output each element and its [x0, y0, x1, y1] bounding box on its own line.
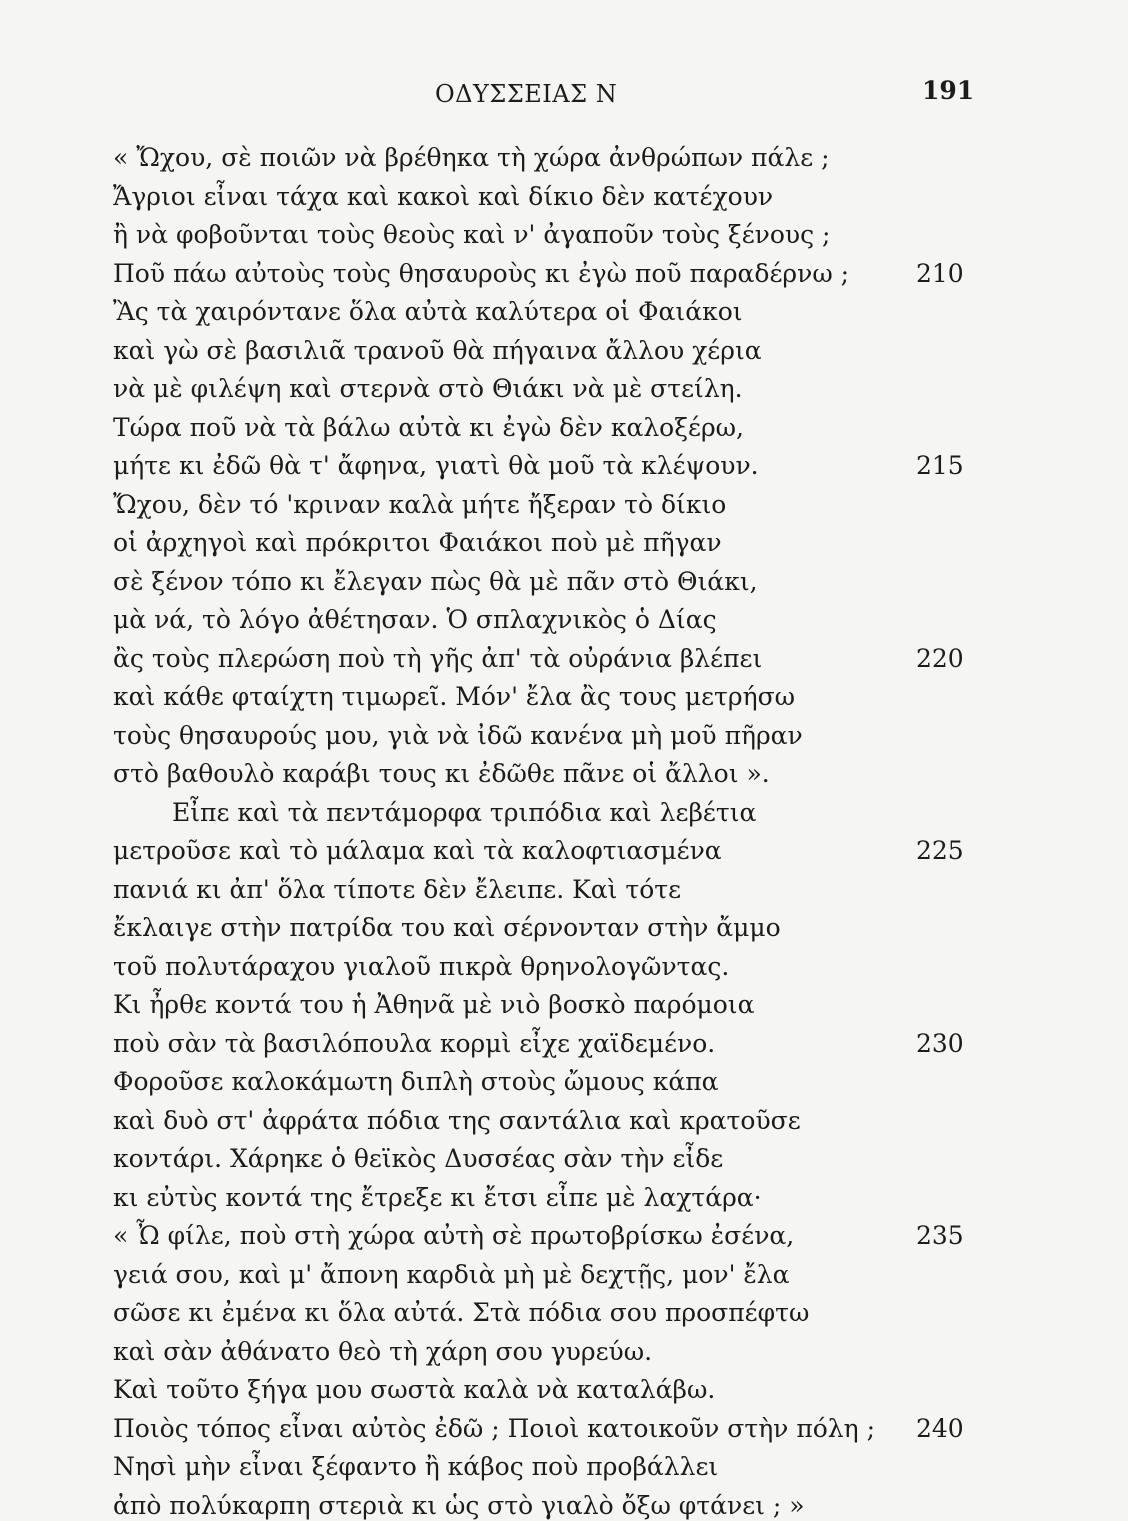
verse-line: Ἂς τὰ χαιρόντανε ὅλα αὐτὰ καλύτερα οἱ Φαιάκοι — [113, 297, 743, 326]
verse-line: σὲ ξένον τόπο κι ἔλεγαν πὼς θὰ μὲ πᾶν στὸ Θιάκι, — [113, 566, 758, 596]
verse-line: Ποιὸς τόπος εἶναι αὐτὸς ἐδῶ ; Ποιοὶ κατοικοῦν στὴν πόλη ; — [113, 1413, 875, 1443]
verse-line: ἔκλαιγε στὴν πατρίδα του καὶ σέρνονταν στὴν ἄμμο — [113, 913, 781, 942]
verse-line: Ποῦ πάω αὐτοὺς τοὺς θησαυροὺς κι ἐγὼ ποῦ παραδέρνω ; — [113, 258, 850, 288]
page-number: 191 — [922, 76, 975, 105]
verse-line: Νησὶ μὴν εἶναι ξέφαντο ἢ κάβος ποὺ προβάλλει — [113, 1452, 719, 1481]
verse-line: ἢ νὰ φοβοῦνται τοὺς θεοὺς καὶ ν' ἀγαποῦν τοὺς ξένους ; — [113, 220, 831, 249]
verse-line: τοῦ πολυτάραχου γιαλοῦ πικρὰ θρηνολογῶντας. — [113, 951, 730, 981]
verse-line: ποὺ σὰν τὰ βασιλόπουλα κορμὶ εἶχε χαϊδεμένο. — [113, 1028, 716, 1058]
verse-line: Τώρα ποῦ νὰ τὰ βάλω αὐτὰ κι ἐγὼ δὲν καλοξέρω, — [113, 412, 744, 442]
verse-line: καὶ δυὸ στ' ἀφράτα πόδια της σαντάλια καὶ κρατοῦσε — [113, 1105, 801, 1135]
line-number: 210 — [916, 258, 964, 288]
line-number: 240 — [916, 1413, 964, 1443]
verse-line: Ἄγριοι εἶναι τάχα καὶ κακοὶ καὶ δίκιο δὲν κατέχουν — [113, 181, 774, 211]
line-number: 215 — [916, 451, 964, 480]
verse-line: πανιά κι ἀπ' ὅλα τίποτε δὲν ἔλειπε. Καὶ τότε — [113, 874, 682, 904]
verse-line: « Ὦ φίλε, ποὺ στὴ χώρα αὐτὴ σὲ πρωτοβρίσκω ἐσένα, — [113, 1221, 795, 1250]
running-head: ΟΔΥΣΣΕΙΑΣ Ν — [435, 80, 618, 108]
line-number: 220 — [916, 643, 964, 673]
verse-line: στὸ βαθουλὸ καράβι τους κι ἐδῶθε πᾶνε οἱ ἄλλοι ». — [113, 759, 770, 788]
verse-line: κι εὐτὺς κοντά της ἔτρεξε κι ἔτσι εἶπε μὲ λαχτάρα· — [113, 1182, 762, 1212]
verse-line: « Ὤχου, σὲ ποιῶν νὰ βρέθηκα τὴ χώρα ἀνθρώπων πάλε ; — [113, 143, 830, 172]
verse-line: Εἶπε καὶ τὰ πεντάμορφα τριπόδια καὶ λεβέτια — [172, 797, 757, 827]
line-number: 225 — [916, 836, 964, 865]
verse-line: καὶ γὼ σὲ βασιλιᾶ τρανοῦ θὰ πήγαινα ἄλλου χέρια — [113, 335, 762, 365]
verse-line: τοὺς θησαυρούς μου, γιὰ νὰ ἰδῶ κανένα μὴ μοῦ πῆραν — [113, 720, 803, 750]
verse-line: σῶσε κι ἐμένα κι ὅλα αὐτά. Στὰ πόδια σου προσπέφτω — [113, 1298, 810, 1327]
line-number: 230 — [916, 1028, 964, 1058]
verse-line: Κι ἦρθε κοντά του ἡ Ἀθηνᾶ μὲ νιὸ βοσκὸ παρόμοια — [113, 990, 755, 1019]
verse-line: οἱ ἀρχηγοὶ καὶ πρόκριτοι Φαιάκοι ποὺ μὲ πῆγαν — [113, 528, 722, 557]
verse-line: μήτε κι ἐδῶ θὰ τ' ἄφηνα, γιατὶ θὰ μοῦ τὰ κλέψουν. — [113, 451, 759, 480]
verse-line: γειά σου, καὶ μ' ἄπονη καρδιὰ μὴ μὲ δεχτῇς, μον' ἔλα — [113, 1259, 790, 1289]
verse-line: καὶ σὰν ἀθάνατο θεὸ τὴ χάρη σου γυρεύω. — [113, 1336, 653, 1366]
verse-line: καὶ κάθε φταίχτη τιμωρεῖ. Μόν' ἔλα ἂς τους μετρήσω — [113, 682, 796, 711]
verse-line: μετροῦσε καὶ τὸ μάλαμα καὶ τὰ καλοφτιασμένα — [113, 836, 722, 865]
verse-line: νὰ μὲ φιλέψη καὶ στερνὰ στὸ Θιάκι νὰ μὲ στείλη. — [113, 374, 743, 403]
verse-line: Φοροῦσε καλοκάμωτη διπλὴ στοὺς ὤμους κάπα — [113, 1067, 719, 1096]
verse-line: Ὤχου, δὲν τό 'κριναν καλὰ μήτε ἤξεραν τὸ δίκιο — [113, 489, 727, 519]
verse-line: ἂς τοὺς πλερώση ποὺ τὴ γῆς ἀπ' τὰ οὐράνια βλέπει — [113, 643, 763, 673]
verse-line: κοντάρι. Χάρηκε ὁ θεϊκὸς Δυσσέας σὰν τὴν εἶδε — [113, 1144, 724, 1173]
verse-line: μὰ νά, τὸ λόγο ἀθέτησαν. Ὁ σπλαχνικὸς ὁ Δίας — [113, 605, 717, 634]
verse-line: Καὶ τοῦτο ξήγα μου σωστὰ καλὰ νὰ καταλάβω. — [113, 1375, 716, 1404]
line-number: 235 — [916, 1221, 964, 1250]
verse-line: ἀπὸ πολύκαρπη στεριὰ κι ὡς στὸ γιαλὸ ὄξω φτάνει ; » — [113, 1490, 805, 1520]
